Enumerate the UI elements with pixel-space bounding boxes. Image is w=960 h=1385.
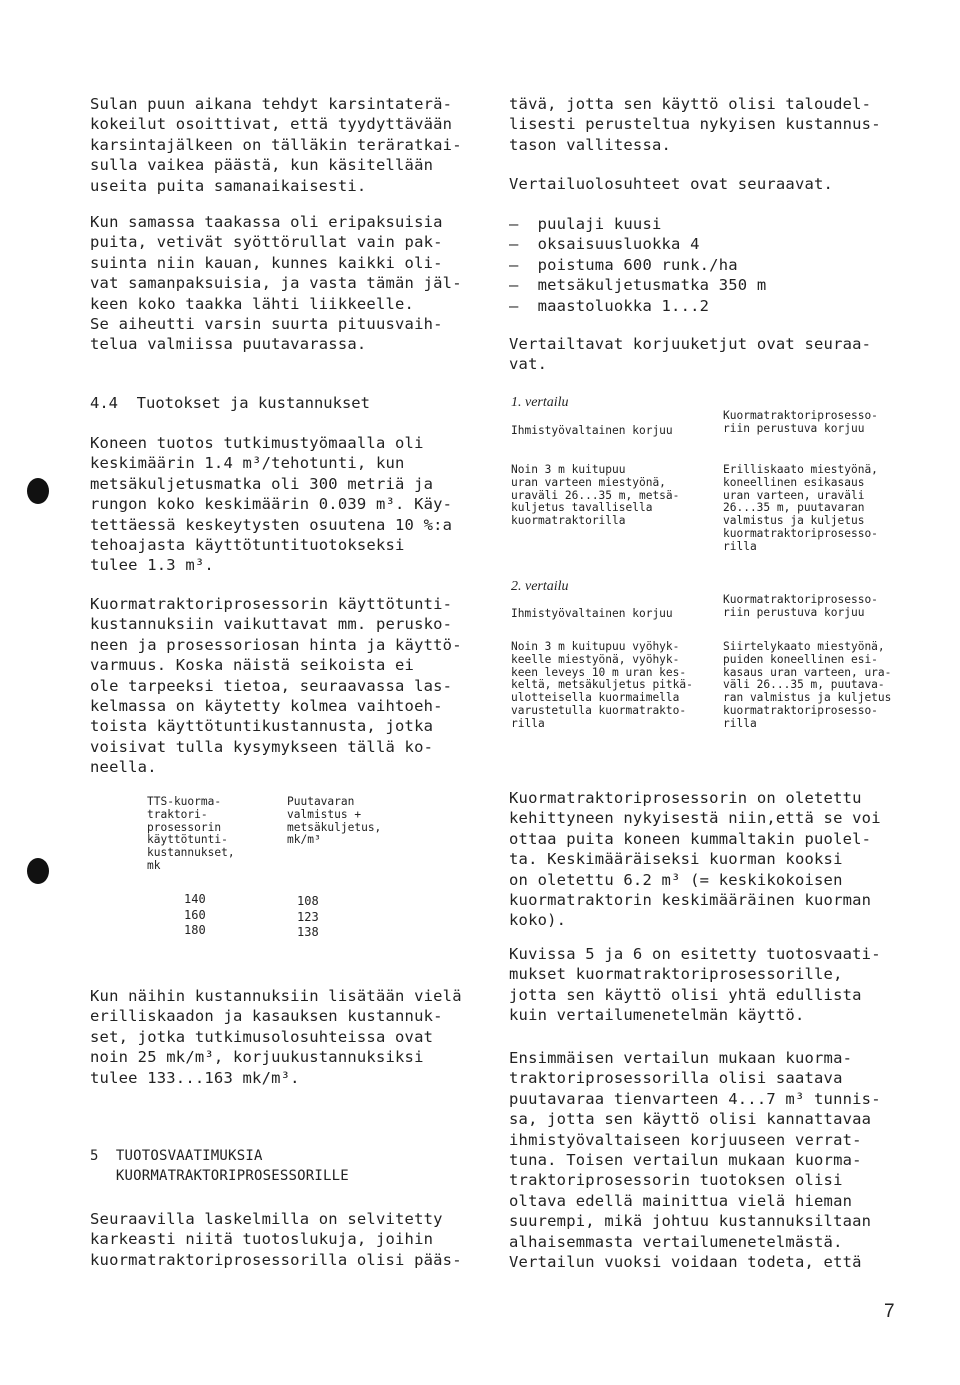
right-paragraph-3: Kuvissa 5 ja 6 on esitetty tuotosvaati- mukset kuormatraktoriprosessorille, jotta sen käyttö olisi yhtä edullista kuin vertailumenetelmän käyttö. [509, 945, 881, 1025]
binder-hole-bottom [27, 858, 49, 884]
comparison-2-left-head: Ihmistyövaltainen korjuu [511, 607, 673, 620]
page-number: 7 [884, 1301, 895, 1322]
table-cell: 140 [184, 892, 206, 906]
table-cell: 180 [184, 923, 206, 937]
comparison-1-right-body: Erilliskaato miestyönä, koneellinen esikasaus uran varteen, uraväli 26...35 m, puutavaran valmistus ja kuljetus kuormatraktoriprosesso- rilla [723, 463, 878, 553]
left-paragraph-2: Kun samassa taakassa oli eripaksuisia puita, vetivät syöttörullat vain pak- suinta niin kauan, kunnes kaikki oli- vat samanpaksuisia, ja vasta tämän jäl- keen koko taakka lähti liikkeelle. Se aiheutti varsin suurta pituusvaih- telua valmiissa puutavarassa. [90, 213, 462, 354]
right-paragraph-1: tävä, jotta sen käyttö olisi taloudel- lisesti perusteltua nykyisen kustannus- tason vallitessa. [509, 95, 881, 154]
table-cell: 138 [297, 925, 319, 939]
conditions-list [509, 214, 766, 316]
left-paragraph-4: Kuormatraktoriprosessorin käyttötunti- kustannuksiin vaikuttavat mm. perusko- neen ja prosessoriosan hinta ja käyttö- varmuus. Koska näistä seikoista ei ole tarpeeksi tietoa, seuraavassa las- kelmassa on käytetty kolmea vaihtoeh- toista käyttötuntikustannusta, jotka voisivat tulla kysymykseen tällä ko- neella. [90, 595, 462, 777]
list-item: – poistuma 600 runk./ha [509, 255, 738, 274]
comparison-2-right-body: Siirtelykaato miestyönä, puiden koneellinen esi- kasaus uran varteen, ura- väli 26...35 m, puutava- ran valmistus ja kuljetus kuormatraktoriprosesso- rilla [723, 640, 892, 730]
comparison-intro: Vertailuolosuhteet ovat seuraavat. [509, 175, 834, 193]
list-item: – puulaji kuusi [509, 215, 662, 233]
comparison-2-title: 2. vertailu [511, 579, 569, 594]
section-4-4-heading: 4.4 Tuotokset ja kustannukset [90, 394, 370, 412]
list-item: – oksaisuusluokka 4 [509, 235, 700, 254]
comparison-2-right-head: Kuormatraktoriprosesso- riin perustuva korjuu [723, 593, 878, 619]
table-cell: 123 [297, 909, 319, 924]
comparison-1-title: 1. vertailu [511, 395, 569, 410]
cost-table-column-total [297, 894, 319, 941]
chains-intro: Vertailtavat korjuuketjut ovat seuraa- vat. [509, 335, 872, 374]
list-item: – metsäkuljetusmatka 350 m [509, 276, 767, 295]
right-paragraph-2: Kuormatraktoriprosessorin on oletettu kehittyneen nykyisestä niin,että se voi ottaa puita koneen kummaltakin puolel- ta. Keskimääräiseksi kuorman kooksi on oletettu 6.2 m³ (= keskikokoisen kuormatraktorin keskimääräinen kuorman koko). [509, 789, 881, 930]
comparison-1-left-head: Ihmistyövaltainen korjuu [511, 424, 673, 437]
table-cell: 160 [184, 907, 206, 922]
list-item: – maastoluokka 1...2 [509, 296, 710, 315]
left-paragraph-6: Seuraavilla laskelmilla on selvitetty karkeasti niitä tuotoslukuja, joihin kuormatraktoriprosessorilla olisi pääs- [90, 1210, 462, 1269]
comparison-1-left-body: Noin 3 m kuitupuu uran varteen miestyönä, uraväli 26...35 m, metsä- kuljetus tavallisella kuormatraktorilla [511, 463, 680, 528]
left-paragraph-3: Koneen tuotos tutkimustyömaalla oli keskimäärin 1.4 m³/tehotunti, kun metsäkuljetusmatka oli 300 metriä ja rungon koko keskimäärin 0.039 m³. Käy- tettäessä keskeytysten osuutena 10 %:a tehoajasta käyttötuntituotokseksi tulee 1.3 m³. [90, 434, 453, 575]
cost-table-header-left: TTS-kuorma- traktori- prosessorin käyttötunti- kustannukset, mk [147, 795, 235, 872]
binder-hole-top [27, 478, 49, 504]
table-cell: 108 [297, 894, 319, 908]
section-5-heading: 5 TUOTOSVAATIMUKSIA KUORMATRAKTORIPROSESSORILLE [90, 1148, 349, 1185]
cost-table-column-cost [184, 892, 206, 939]
cost-table-header-right: Puutavaran valmistus + metsäkuljetus, mk/m³ [287, 795, 382, 847]
comparison-1-right-head: Kuormatraktoriprosesso- riin perustuva korjuu [723, 409, 878, 435]
comparison-2-left-body: Noin 3 m kuitupuu vyöhyk- keelle miestyönä, vyöhyk- keen leveys 10 m uran kes- keltä, metsäkuljetus pitkä- ulotteisella kuormaimella varustetulla kuormatrakto- rilla [511, 640, 693, 730]
right-paragraph-4: Ensimmäisen vertailun mukaan kuorma- traktoriprosessorilla olisi saatava puutavaraa tienvarteen 4...7 m³ tunnis- sa, jotta sen käyttö olisi kannattavaa ihmistyövaltaiseen korjuuseen verrat- tuna. Toisen vertailun mukaan kuorma- traktoriprosessorin tuotoksen olisi oltava edellä mainittua vielä hieman suurempi, mikä johtuu kustannuksiltaan alhaisemmasta vertailumenetelmästä. Vertailun vuoksi voidaan todeta, että [509, 1049, 881, 1272]
left-paragraph-5: Kun näihin kustannuksiin lisätään vielä erilliskaadon ja kasauksen kustannuk- set, jotka tutkimusolosuhteissa ovat noin 25 mk/m³, korjuukustannuksiksi tulee 133...163 mk/m³. [90, 987, 462, 1087]
left-paragraph-1: Sulan puun aikana tehdyt karsintaterä- kokeilut osoittivat, että tyydyttävään karsintajälkeen on tälläkin teräratkai- sulla vaikea päästä, kun käsitellään useita puita samanaikaisesti. [90, 95, 462, 195]
